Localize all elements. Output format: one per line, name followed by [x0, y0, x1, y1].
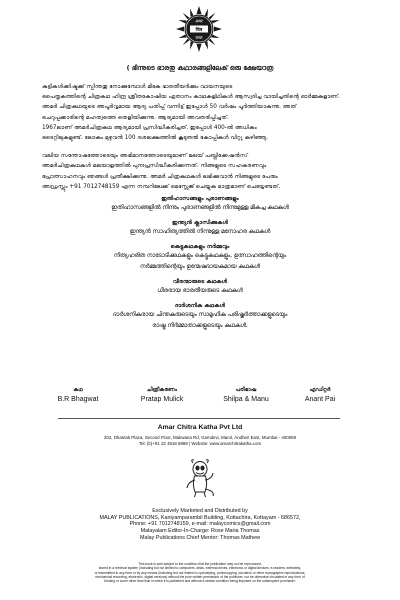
credit-name: B.R Bhagwat	[57, 396, 99, 403]
intro-line: പൈതൃകത്തിന്റെ ചിത്രകഥ ഹിന്ദ്ര ശ്രീതകോഷിയ ഏതാനം കാഥകള്ഥികൾ ആസ്വദിച്ച വായിച്ചതിന്റെ ഓർമ്മകളാണ്.	[42, 94, 340, 101]
publisher-address-line: 204, Dhantak Plaza, Second Floor, Makwana Rd, Gamdevi, Marol, Andheri East, Mumbai - 400059	[103, 435, 297, 440]
intro-paragraph-2	[42, 151, 360, 192]
category-description: ധീരരായ ഭാരതീയരുടെ കഥകൾ	[157, 288, 243, 294]
publisher-name: Amar Chitra Katha Pvt Ltd	[157, 424, 243, 431]
category-visionaries	[30, 302, 370, 332]
disclaimer-line: binding or cover other than that in which it is published and without a similar condition being imposed on the subsequent purchaser.	[104, 579, 296, 584]
kapish-mascot-icon	[182, 458, 218, 498]
intro-line: അമർ ചിത്രകഥയുടെ അപൂർവ്വമായ ആദ്യ പതിപ്പ് വന്നിട്ട് ഇപ്പോൾ 50 വർഷം പൂർത്തിയാകുന്നു. അത്	[42, 104, 297, 111]
page-heading: ( ഭിന്നുടെ ഭാരതു കഥാരങ്ങളിലേക് ഒരു ക്ഷേയാത്ര	[126, 64, 274, 72]
credit-role: ചിത്രീകരണം	[146, 387, 178, 393]
publisher-contact-line: Tel: (b)+91 22 4918 8888 | Website: www.amarchitrakatha.com	[138, 441, 262, 446]
category-description: രാഷ്ട്ര നിർമ്മാതാക്കളുടെയും കഥകൾ.	[152, 323, 248, 329]
publisher-address	[0, 435, 400, 447]
intro-line: വലിയ സന്തോഷത്തോടെയും അഭിമാനത്തോടെയുമാണ് മലയ് പബ്ലിക്കേഷൻസ്	[42, 153, 248, 160]
distribution-line: Malay Publications Chief Mentor: Thomas Mathew	[139, 534, 261, 541]
copyright-disclaimer	[44, 562, 356, 583]
credits	[58, 386, 358, 416]
category-description: ഇതിഹാസങ്ങളിൽ നിന്നും പുരാണങ്ങളിൽ നിന്നുമുള്ള മികച്ച കഥകൾ	[111, 205, 289, 211]
credit-role: കഥ	[73, 387, 83, 393]
intro-line: പ്രോത്സാഹനവും ഞങ്ങൾ പ്രതീക്ഷിക്കുന്നു. അമർ ചിത്രകഥകൾ ലഭിക്കുവാൻ നിങ്ങളുടെ പേരും	[42, 173, 278, 180]
logo-text-top: अमर	[195, 18, 203, 24]
logo-text-mid: चित्र	[195, 28, 203, 33]
credit-illustration	[122, 386, 202, 405]
credit-story	[38, 386, 118, 405]
credit-editor	[280, 386, 360, 405]
intro-paragraph-1	[42, 82, 360, 143]
distribution-line: Malayalam Editor-In-Charge: Rose Maria Thomas	[140, 528, 260, 535]
category-bravehearts	[30, 278, 370, 297]
category-description: നിത്യഹരിത നാടോടിക്കഥകളും കെട്ടുകഥകളും, ഉത്സാഹത്തിന്റെയും	[113, 253, 287, 259]
distribution-info	[0, 508, 400, 542]
credit-translation	[206, 386, 286, 405]
category-fables-humour	[30, 243, 370, 273]
category-title: ഇതിഹാസങ്ങളും പുരാണങ്ങളും	[161, 196, 239, 202]
credit-role: പരിഭാഷ	[235, 387, 257, 393]
intro-line: 1967ലാണ് അമർചിത്രകഥ ആദ്യമായി പ്രസിദ്ധീകരിച്ചത്. ഇപ്പോൾ 400-ൽ അധികം	[42, 124, 257, 131]
credit-role: എഡിറ്റർ	[309, 387, 331, 393]
category-title: കെട്ടുകഥകളും നർമ്മവും	[170, 244, 230, 250]
category-title: ദാർശനിക കഥകൾ	[174, 303, 226, 309]
disclaimer-line: or transmitted in any form or by any means (including but not limited to cyclostyling, photocopying, docutech or other reprographic reproductions,	[94, 570, 306, 575]
category-description: ഇന്ത്യൻ സാഹിത്യത്തിൽ നിന്നുള്ള മനോഹര കഥകൾ	[129, 229, 271, 235]
category-title: വീരന്മാരുടെ കഥകൾ	[172, 279, 228, 285]
category-epics	[30, 195, 370, 214]
category-description: നർമ്മത്തിന്റെയും ഉന്മേഷദായകമായ കഥകൾ	[140, 264, 260, 270]
intro-line: ചെറുപ്പക്കാരിന്റെ മഹത്വത്തെ തെളിയിക്കുന്നു. ആദ്യമായി അവതരിപ്പിച്ചത്.	[42, 114, 229, 121]
intro-text	[42, 82, 360, 200]
disclaimer-line: stored in a retrieval system (including but not limited to computers, disks, external drives, electronic or digital devices, e-readers, websites),	[98, 566, 302, 571]
intro-line: അഡ്രസ്സും +91 7012748159 എന്ന നമ്പറിലേക്ക് മെസ്സേജ് ചെയ്യുക മാത്രമാണ് ചെയ്യേണ്ടത്.	[42, 183, 281, 190]
category-title: ഇന്ത്യൻ ക്ലാസിക്കുകൾ	[171, 220, 229, 226]
category-indian-classics	[30, 219, 370, 238]
category-list	[30, 190, 370, 332]
credit-name: Shilpa & Manu	[223, 396, 269, 403]
distribution-line: Phone: +91 7012748159, e-mail: malaycomics@gmail.com	[129, 521, 271, 528]
disclaimer-line: This book is sold subject to the condition that the publication may not be reproduced,	[138, 562, 262, 566]
disclaimer-line: mechanical recording, electronic, digital versions) without the prior written permission of the publisher, nor be otherwise circulated in any form of	[95, 574, 305, 579]
intro-line: കുട്ടികൾക്കിഷ്ടക്ക് സ്പിന്തതു നോക്കുമ്പോൾ മികേ ഭാരതീയർക്കും വായനയുടെ	[42, 84, 233, 90]
intro-line: ടൈറ്റിലുകളുണ്ട്. ലോകം മുഴുവൻ 100 ദശലക്ഷത്തിൽ കൂടുതൽ കോപ്പികൾ വിറ്റു കഴിഞ്ഞു.	[42, 135, 269, 142]
distribution-line: MALAY PUBLICATIONS, Kaniyamparambil Building, Kottachira, Kottayam - 686572,	[99, 514, 301, 521]
distribution-line: Exclusively Marketed and Distributed by	[152, 508, 248, 514]
amar-chitra-katha-logo-icon	[176, 6, 222, 52]
category-description: ദാർശനികരായ ചിന്തകരുടെയും സാമൂഹിക പരിഷ്കർത്താക്കളുടെയും	[112, 312, 288, 318]
credit-name: Pratap Mulick	[140, 396, 184, 403]
credit-name: Anant Pai	[304, 396, 336, 403]
divider	[58, 418, 340, 419]
intro-line: അമർചിത്രകഥകൾ മലയാളത്തിൽ പുനഃപ്രസിദ്ധീകരിക്കുന്നത്. നിങ്ങളുടെ സഹകരണവും	[42, 163, 267, 170]
logo-text-bottom: कथा	[195, 35, 203, 40]
